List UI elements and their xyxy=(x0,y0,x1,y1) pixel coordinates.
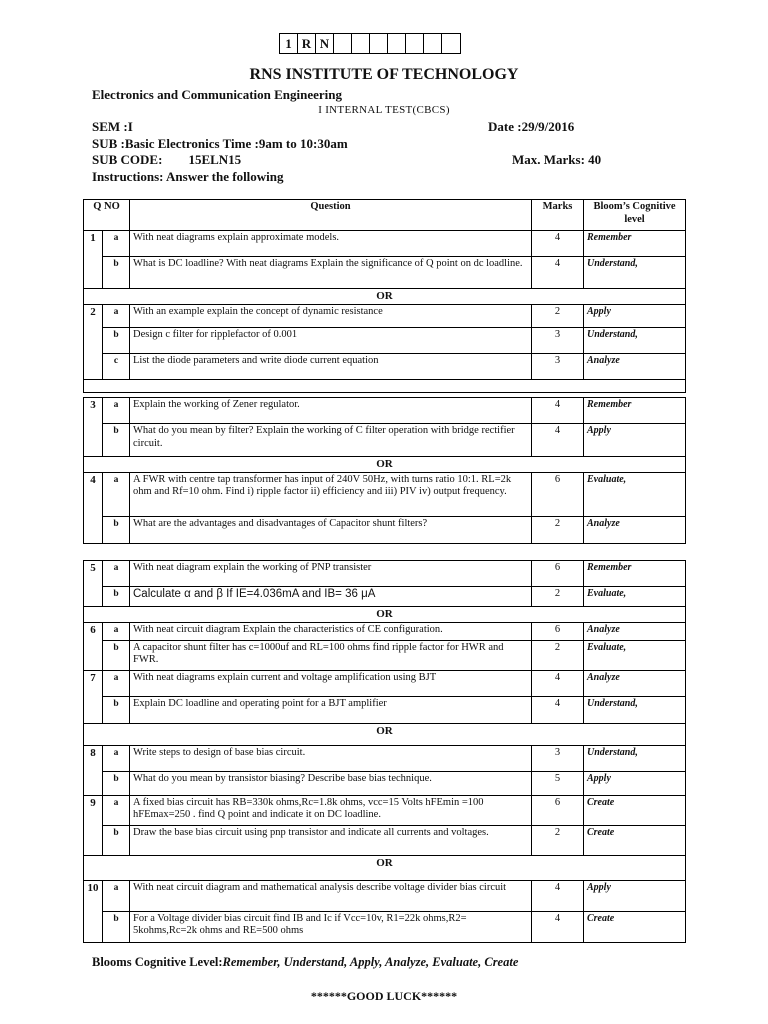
blooms-level: Understand, xyxy=(584,745,686,771)
question-text: A FWR with centre tap transformer has input of 240V 50Hz, with turns ratio 10:1. RL=2k ohm and Rf=10 ohm. Find i) ripple factor ii) efficiency and iii) PIV iv) output frequency. xyxy=(130,472,532,516)
table-row xyxy=(84,472,686,516)
blooms-level: Apply xyxy=(584,304,686,327)
table-row xyxy=(84,561,686,587)
question-text: With neat diagrams explain current and voltage amplification using BJT xyxy=(130,670,532,696)
blooms-footer-levels: Remember, Understand, Apply, Analyze, Evaluate, Create xyxy=(222,955,519,969)
or-divider: OR xyxy=(84,289,686,305)
sub-label: a xyxy=(103,231,130,257)
sub-label: a xyxy=(103,398,130,424)
question-text: What is DC loadline? With neat diagrams Explain the significance of Q point on dc loadline. xyxy=(130,257,532,289)
blooms-level: Understand, xyxy=(584,696,686,723)
blooms-level: Remember xyxy=(584,561,686,587)
blank-row xyxy=(84,379,686,392)
or-divider: OR xyxy=(84,457,686,473)
usn-box xyxy=(370,34,388,53)
sub-label: a xyxy=(103,561,130,587)
question-text: With an example explain the concept of dynamic resistance xyxy=(130,304,532,327)
sub-label: b xyxy=(103,587,130,607)
question-marks: 2 xyxy=(532,587,584,607)
blooms-level: Analyze xyxy=(584,670,686,696)
table-row xyxy=(84,880,686,911)
question-marks: 2 xyxy=(532,825,584,855)
usn-box xyxy=(352,34,370,53)
table-row xyxy=(84,424,686,457)
sub-label: a xyxy=(103,472,130,516)
usn-box: N xyxy=(316,34,334,53)
question-number: 2 xyxy=(84,304,103,379)
or-row xyxy=(84,855,686,880)
table-row xyxy=(84,257,686,289)
table-row xyxy=(84,353,686,379)
question-number: 5 xyxy=(84,561,103,607)
sub-label: a xyxy=(103,745,130,771)
question-text: A fixed bias circuit has RB=330k ohms,Rc=1.8k ohms, vcc=15 Volts hFEmin =100 hFEmax=250 . find Q point and indicate it on DC loadline. xyxy=(130,795,532,825)
question-text: Calculate α and β If IE=4.036mA and IB= 36 μA xyxy=(130,587,532,607)
question-number: 3 xyxy=(84,398,103,457)
blooms-level: Evaluate, xyxy=(584,640,686,670)
semester: SEM :I xyxy=(92,119,133,134)
question-marks: 4 xyxy=(532,880,584,911)
table-row xyxy=(84,398,686,424)
question-text: Write steps to design of base bias circuit. xyxy=(130,745,532,771)
question-marks: 6 xyxy=(532,561,584,587)
blooms-level: Analyze xyxy=(584,622,686,640)
sub-label: a xyxy=(103,622,130,640)
table-row xyxy=(84,587,686,607)
usn-box: 1 xyxy=(280,34,298,53)
question-marks: 4 xyxy=(532,257,584,289)
question-text: With neat diagrams explain approximate models. xyxy=(130,231,532,257)
usn-box: R xyxy=(298,34,316,53)
table-row xyxy=(84,911,686,942)
test-name: I INTERNAL TEST(CBCS) xyxy=(318,104,450,116)
usn-box xyxy=(388,34,406,53)
sub-label: a xyxy=(103,670,130,696)
sub-label: b xyxy=(103,825,130,855)
question-marks: 4 xyxy=(532,231,584,257)
question-text: For a Voltage divider bias circuit find IB and Ic if Vcc=10v, R1=22k ohms,R2= 5kohms,Rc=2k ohms and RE=500 ohms xyxy=(130,911,532,942)
question-number: 9 xyxy=(84,795,103,855)
blooms-level: Create xyxy=(584,795,686,825)
question-text: With neat diagram explain the working of PNP transister xyxy=(130,561,532,587)
question-marks: 2 xyxy=(532,516,584,543)
or-divider: OR xyxy=(84,607,686,623)
usn-boxes xyxy=(279,33,461,54)
question-text: Explain DC loadline and operating point for a BJT amplifier xyxy=(130,696,532,723)
subject-code: 15ELN15 xyxy=(188,152,242,167)
question-number: 10 xyxy=(84,880,103,942)
question-number: 7 xyxy=(84,670,103,723)
or-row xyxy=(84,457,686,473)
question-marks: 4 xyxy=(532,670,584,696)
question-text: Draw the base bias circuit using pnp transistor and indicate all currents and voltages. xyxy=(130,825,532,855)
sub-label: b xyxy=(103,640,130,670)
table-row xyxy=(84,304,686,327)
question-marks: 4 xyxy=(532,696,584,723)
sub-label: a xyxy=(103,795,130,825)
blooms-level: Apply xyxy=(584,771,686,795)
usn-box xyxy=(424,34,442,53)
table-row xyxy=(84,795,686,825)
blooms-footer xyxy=(92,955,518,970)
blooms-level: Create xyxy=(584,911,686,942)
question-text: With neat circuit diagram Explain the characteristics of CE configuration. xyxy=(130,622,532,640)
blooms-level: Analyze xyxy=(584,516,686,543)
sub-label: b xyxy=(103,257,130,289)
header-qno: Q NO xyxy=(84,200,130,231)
usn-box xyxy=(406,34,424,53)
question-text: Explain the working of Zener regulator. xyxy=(130,398,532,424)
sub-label: a xyxy=(103,880,130,911)
blank-cell xyxy=(84,379,686,392)
question-marks: 3 xyxy=(532,327,584,353)
header-marks: Marks xyxy=(532,200,584,231)
sub-label: b xyxy=(103,771,130,795)
blooms-level: Understand, xyxy=(584,257,686,289)
department-name: Electronics and Communication Engineering xyxy=(92,87,343,102)
question-table-3 xyxy=(83,560,686,943)
blooms-level: Analyze xyxy=(584,353,686,379)
blooms-level: Create xyxy=(584,825,686,855)
blooms-level: Remember xyxy=(584,231,686,257)
table-header-row xyxy=(84,200,686,231)
question-text: With neat circuit diagram and mathematical analysis describe voltage divider bias circuit xyxy=(130,880,532,911)
or-divider: OR xyxy=(84,855,686,880)
instructions: Instructions: Answer the following xyxy=(92,169,284,184)
sub-label: c xyxy=(103,353,130,379)
institute-title: RNS INSTITUTE OF TECHNOLOGY xyxy=(249,66,519,83)
blooms-level: Evaluate, xyxy=(584,587,686,607)
table-row xyxy=(84,696,686,723)
question-text: List the diode parameters and write diode current equation xyxy=(130,353,532,379)
question-marks: 2 xyxy=(532,304,584,327)
question-text: What do you mean by transistor biasing? Describe base bias technique. xyxy=(130,771,532,795)
blooms-level: Understand, xyxy=(584,327,686,353)
question-marks: 3 xyxy=(532,745,584,771)
sub-label: b xyxy=(103,327,130,353)
or-row xyxy=(84,289,686,305)
question-text: What do you mean by filter? Explain the working of C filter operation with bridge rectifier circuit. xyxy=(130,424,532,457)
blooms-footer-label: Blooms Cognitive Level: xyxy=(92,955,223,969)
question-text: Design c filter for ripplefactor of 0.001 xyxy=(130,327,532,353)
blooms-level: Apply xyxy=(584,424,686,457)
question-marks: 3 xyxy=(532,353,584,379)
question-number: 6 xyxy=(84,622,103,670)
table-row xyxy=(84,640,686,670)
question-marks: 6 xyxy=(532,622,584,640)
question-marks: 4 xyxy=(532,398,584,424)
question-table-1 xyxy=(83,199,686,393)
table-row xyxy=(84,745,686,771)
question-number: 4 xyxy=(84,472,103,543)
question-table-2 xyxy=(83,397,686,544)
header-question: Question xyxy=(130,200,532,231)
question-marks: 4 xyxy=(532,911,584,942)
usn-box xyxy=(442,34,460,53)
question-text: A capacitor shunt filter has c=1000uf and RL=100 ohms find ripple factor for HWR and FWR. xyxy=(130,640,532,670)
sub-label: b xyxy=(103,911,130,942)
question-text: What are the advantages and disadvantages of Capacitor shunt filters? xyxy=(130,516,532,543)
sub-label: a xyxy=(103,304,130,327)
usn-box xyxy=(334,34,352,53)
or-divider: OR xyxy=(84,723,686,745)
sub-label: b xyxy=(103,516,130,543)
question-marks: 6 xyxy=(532,795,584,825)
table-row xyxy=(84,231,686,257)
question-number: 1 xyxy=(84,231,103,289)
table-row xyxy=(84,622,686,640)
blooms-level: Remember xyxy=(584,398,686,424)
sub-label: b xyxy=(103,696,130,723)
question-marks: 2 xyxy=(532,640,584,670)
max-marks: Max. Marks: 40 xyxy=(512,152,602,167)
table-row xyxy=(84,516,686,543)
exam-date: Date :29/9/2016 xyxy=(488,119,575,134)
blooms-level: Evaluate, xyxy=(584,472,686,516)
sub-label: b xyxy=(103,424,130,457)
table-row xyxy=(84,825,686,855)
question-number: 8 xyxy=(84,745,103,795)
good-luck: ******GOOD LUCK****** xyxy=(310,989,458,1003)
blooms-level: Apply xyxy=(584,880,686,911)
table-row xyxy=(84,327,686,353)
question-marks: 5 xyxy=(532,771,584,795)
table-row xyxy=(84,771,686,795)
subject-time: SUB :Basic Electronics Time :9am to 10:30am xyxy=(92,136,348,151)
table-row xyxy=(84,670,686,696)
subject-code-line xyxy=(92,152,241,168)
question-marks: 4 xyxy=(532,424,584,457)
question-marks: 6 xyxy=(532,472,584,516)
or-row xyxy=(84,723,686,745)
header-blooms: Bloom’s Cognitive level xyxy=(584,200,686,231)
or-row xyxy=(84,607,686,623)
subject-code-label: SUB CODE: xyxy=(92,152,163,167)
